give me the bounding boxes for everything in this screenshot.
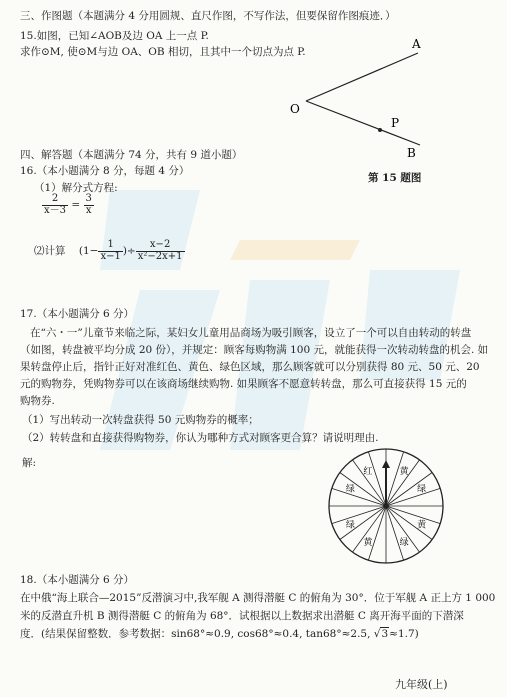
wheel-sector-line <box>368 506 386 560</box>
q16-part2: ⑵计算 (1− $\frac{1}{x-1}$ )÷ $\frac{x-2}{\text{x²−2x+1}}$ <box>34 239 183 262</box>
angle-figure <box>280 35 490 185</box>
pointer-head <box>382 460 390 468</box>
wheel-sector-label: 黄 <box>399 466 409 477</box>
ray-oa <box>306 53 418 101</box>
q17-answer-label: 解: <box>22 457 37 469</box>
q17-heading: 17.（本小题满分 6 分） <box>20 308 135 320</box>
q18-line2: 米的反潜直升机 B 测得潜艇 C 的俯角为 68°．试根据以上数据求出潜艇 C 离开海平面的下潜深 <box>20 610 464 622</box>
q15-line2: 求作⊙M, 使⊙M与边 OA、OB 相切，且其中一个切点为点 P. <box>20 46 306 58</box>
q16-part1: （1）解分式方程: <box>34 182 118 194</box>
q17-line: 果转盘停止后，指针正好对准红色、黄色、绿色区域，那么顾客就可以分别获得 80 元、50 元、20 <box>20 361 480 373</box>
wheel-sector-label: 黄 <box>417 520 427 531</box>
section4-heading: 四、解答题（本题满分 74 分，共有 9 道小题） <box>20 149 243 161</box>
q18-line1: 在中俄“海上联合—2015”反潜演习中,我军舰 A 测得潜艇 C 的俯角为 30°．位于军舰 A 正上方 1 000 <box>20 592 496 604</box>
wheel-sector-line <box>386 488 440 506</box>
wheel-sector-line <box>386 506 404 560</box>
label-a: A <box>412 37 421 51</box>
label-p: P <box>391 116 400 130</box>
q18-line3: 度．(结果保留整数．参考数据：sin68°≈0.9, cos68°≈0.4, tan68°≈2.5, √3≈1.7) <box>20 628 419 640</box>
wheel-sector-label: 绿 <box>345 520 355 531</box>
q17-line: 购物券. <box>20 395 55 407</box>
ray-ob <box>306 101 420 145</box>
q17-line: 元的购物券，凭购物券可以在该商场继续购物. 如果顾客不愿意转转盘，那么可直接获得 15 元的 <box>20 378 467 390</box>
q16-equation: $\frac{2}{x-3}$ = $\frac{3}{x}$ <box>44 193 92 216</box>
q15-line1: 15.如图，已知∠AOB及边 OA 上一点 P. <box>20 30 209 42</box>
spinner-wheel <box>326 446 446 566</box>
wheel-sector-label: 红 <box>363 466 373 477</box>
point-p <box>378 128 382 132</box>
wheel-sector-line <box>332 506 386 524</box>
wheel-sector-line <box>386 452 404 506</box>
q17-sub1: （1）写出转动一次转盘获得 50 元购物券的概率； <box>22 414 259 426</box>
q17-line: （如图，转盘被平均分成 20 份），并规定：顾客每购物满 100 元，就能获得一次转动转盘的机会. 如 <box>20 344 489 356</box>
q17-line: 在“六・一”儿童节来临之际，某妇女儿童用品商场为吸引顾客，设立了一个可以自由转动的转盘 <box>30 327 472 339</box>
q18-heading: 18.（本小题满分 6 分） <box>20 574 135 586</box>
wheel-sector-line <box>368 452 386 506</box>
wheel-sector-line <box>332 488 386 506</box>
q17-sub2: （2）转转盘和直接获得购物券，你认为哪种方式对顾客更合算？请说明理由. <box>22 432 379 444</box>
wheel-sector-label: 绿 <box>417 484 427 495</box>
label-b: B <box>407 146 416 160</box>
label-o: O <box>290 102 300 116</box>
section3-heading: 三、作图题（本题满分 4 分用圆规、直尺作图，不写作法，但要保留作图痕迹．） <box>20 10 396 22</box>
wheel-sector-label: 绿 <box>345 484 355 495</box>
figure-caption: 第 15 题图 <box>368 172 422 184</box>
wheel-sector-label: 绿 <box>399 538 409 549</box>
footer-grade: 九年级(上) <box>395 678 448 691</box>
q16-heading: 16.（本小题满分 8 分，每题 4 分） <box>20 165 190 177</box>
wheel-sector-label: 黄 <box>363 538 373 549</box>
wheel-sector-line <box>386 506 440 524</box>
